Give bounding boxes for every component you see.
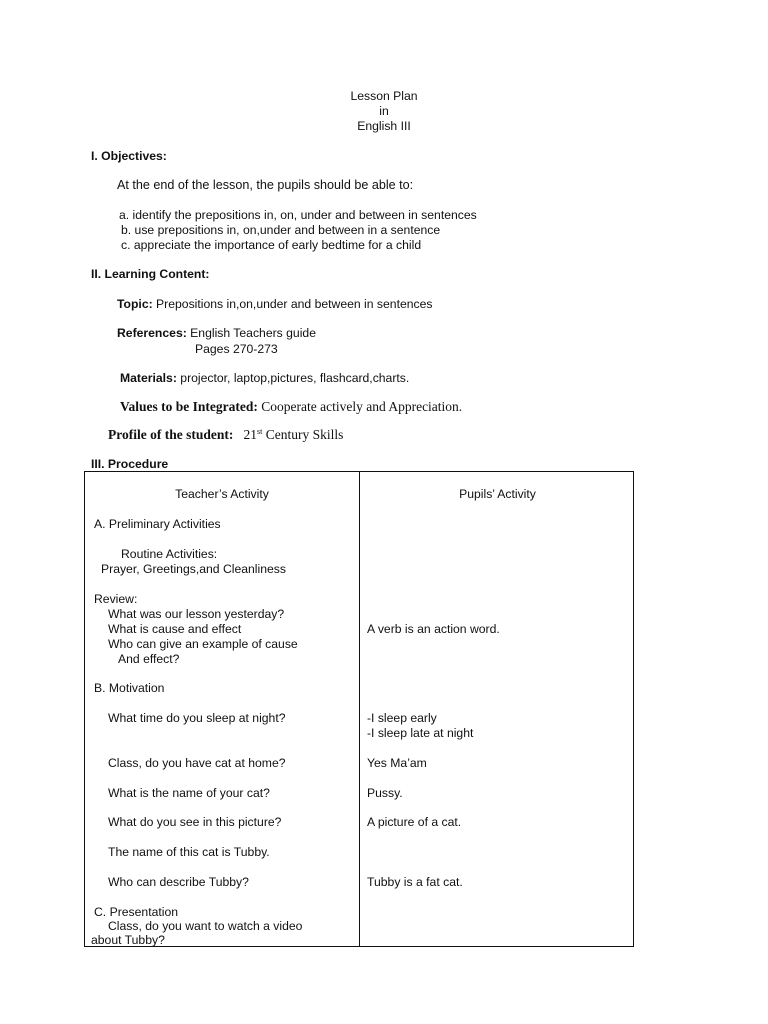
topic-label: Topic: <box>117 297 153 311</box>
materials-label: Materials: <box>120 371 177 385</box>
pupil-line: Pussy. <box>367 786 403 800</box>
teacher-line: What is the name of your cat? <box>108 786 270 800</box>
topic-value: Prepositions in,on,under and between in sentences <box>156 297 433 311</box>
teacher-line: Who can give an example of cause <box>108 637 298 651</box>
teacher-line: Routine Activities: <box>121 547 218 561</box>
column-divider <box>359 472 360 946</box>
pupil-line: -I sleep early <box>367 711 437 725</box>
pupil-line: A picture of a cat. <box>367 815 462 829</box>
pupil-line: A verb is an action word. <box>367 622 500 636</box>
references-value: English Teachers guide <box>190 326 316 340</box>
objectives-heading: I. Objectives: <box>91 149 167 163</box>
teacher-line: The name of this cat is Tubby. <box>108 845 270 859</box>
references-row <box>117 326 316 340</box>
profile-value-superscript: st <box>257 427 263 436</box>
pupil-line: Tubby is a fat cat. <box>367 875 463 889</box>
values-row: Values to be Integrated: Cooperate actively and Appreciation. <box>120 399 463 414</box>
values-value: Cooperate actively and Appreciation. <box>261 399 463 414</box>
profile-label: Profile of the student <box>108 427 229 442</box>
teacher-line: What do you see in this picture? <box>108 815 282 829</box>
objective-b: b. use prepositions in, on,under and between in a sentence <box>121 223 441 237</box>
objective-c: c. appreciate the importance of early bedtime for a child <box>121 238 422 252</box>
title-line-3: English III <box>357 119 411 133</box>
teacher-line: Prayer, Greetings,and Cleanliness <box>101 562 286 576</box>
title-line-2: in <box>379 104 389 118</box>
teacher-line: Class, do you want to watch a video <box>108 919 303 933</box>
references-label: References: <box>117 326 187 340</box>
topic-row <box>117 297 433 311</box>
teacher-line: Who can describe Tubby? <box>108 875 249 889</box>
teacher-line: Class, do you have cat at home? <box>108 756 286 770</box>
objectives-intro: At the end of the lesson, the pupils should be able to: <box>117 178 414 192</box>
teacher-line: about Tubby? <box>91 933 165 947</box>
teacher-line: B. Motivation <box>94 681 165 695</box>
values-label: Values to be Integrated <box>120 399 254 414</box>
procedure-heading: III. Procedure <box>91 457 169 471</box>
teacher-line: A. Preliminary Activities <box>94 517 221 531</box>
profile-value-rest: Century Skills <box>265 427 344 442</box>
references-pages: Pages 270-273 <box>195 342 278 356</box>
teacher-line: What is cause and effect <box>108 622 242 636</box>
objective-a: a. identify the prepositions in, on, under and between in sentences <box>119 208 477 222</box>
teacher-activity-header: Teacher’s Activity <box>175 487 269 501</box>
teacher-line: And effect? <box>118 652 180 666</box>
materials-value: projector, laptop,pictures, flashcard,charts. <box>180 371 410 385</box>
profile-row: Profile of the student: 21st Century Skills <box>108 427 344 442</box>
procedure-table <box>84 471 634 947</box>
teacher-line: Review: <box>94 592 138 606</box>
teacher-line: What was our lesson yesterday? <box>108 607 285 621</box>
learning-content-heading: II. Learning Content: <box>91 267 210 281</box>
profile-value-number: 21 <box>243 427 257 442</box>
teacher-line: What time do you sleep at night? <box>108 711 286 725</box>
pupil-line: Yes Ma’am <box>367 756 427 770</box>
pupil-line: -I sleep late at night <box>367 726 474 740</box>
title-line-1: Lesson Plan <box>350 89 418 103</box>
pupils-activity-header: Pupils’ Activity <box>459 487 536 501</box>
teacher-line: C. Presentation <box>94 905 179 919</box>
materials-row <box>120 371 409 385</box>
